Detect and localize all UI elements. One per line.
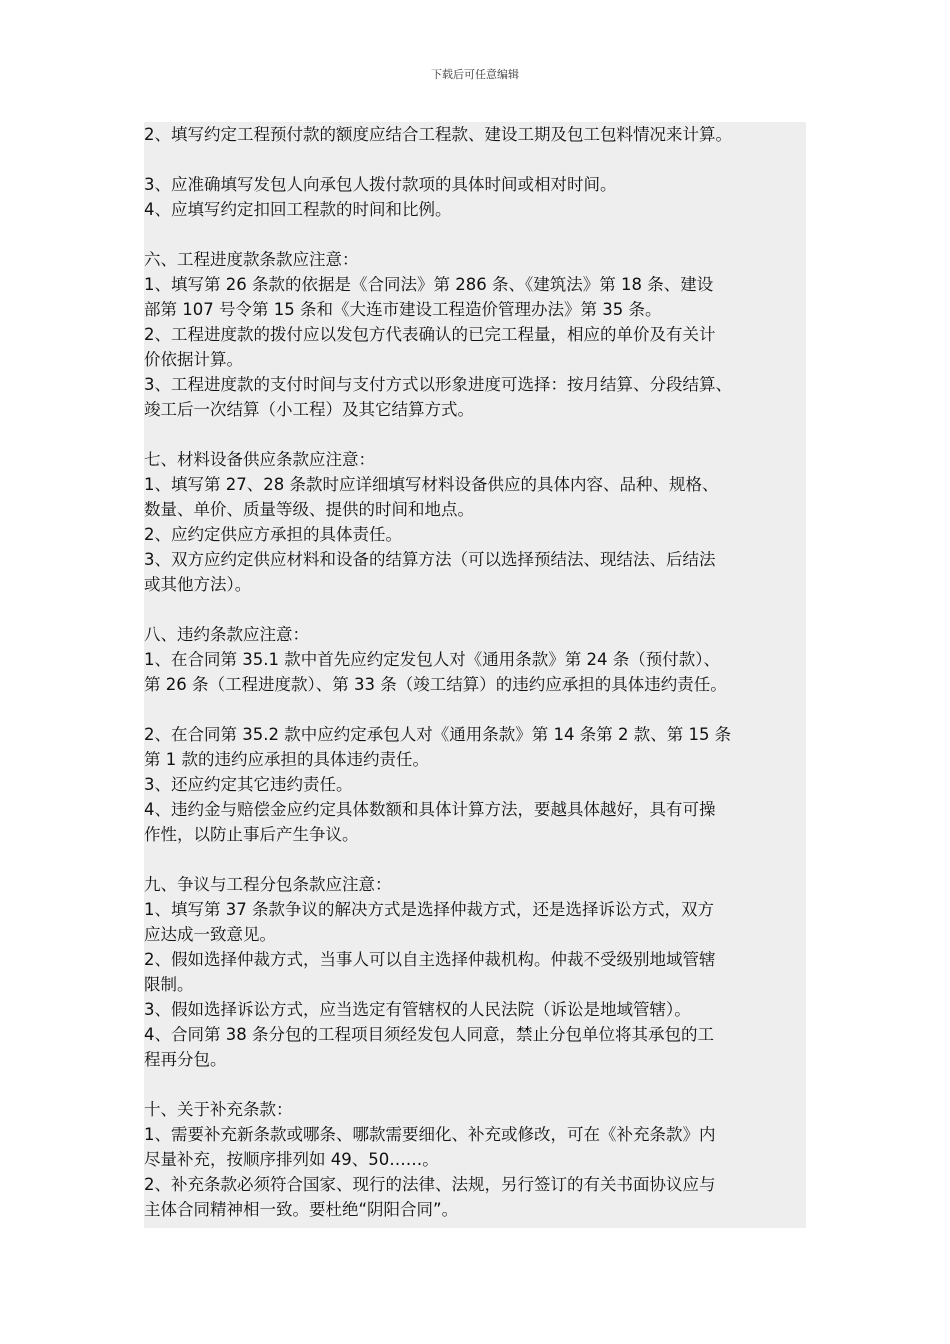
- text-line: 十、关于补充条款：: [144, 1100, 293, 1119]
- page-header: 下载后可任意编辑: [431, 68, 519, 81]
- text-line: 竣工后一次结算（小工程）及其它结算方式。: [144, 400, 474, 419]
- text-line: 限制。: [144, 975, 194, 994]
- text-line: 数量、单价、质量等级、提供的时间和地点。: [144, 500, 474, 519]
- text-line: 程再分包。: [144, 1050, 227, 1069]
- blank-line: [144, 147, 806, 172]
- text-line: 价依据计算。: [144, 350, 243, 369]
- text-line: 3、工程进度款的支付时间与支付方式以形象进度可选择：按月结算、分段结算、: [144, 375, 732, 394]
- text-line: 3、假如选择诉讼方式，应当选定有管辖权的人民法院（诉讼是地域管辖）。: [144, 1000, 691, 1019]
- blank-line: [144, 697, 806, 722]
- text-line: 作性，以防止事后产生争议。: [144, 825, 359, 844]
- text-line: 2、应约定供应方承担的具体责任。: [144, 525, 402, 544]
- text-line: 主体合同精神相一致。要杜绝“阴阳合同”。: [144, 1200, 459, 1219]
- document-body: [144, 122, 806, 1228]
- text-line: 2、填写约定工程预付款的额度应结合工程款、建设工期及包工包料情况来计算。: [144, 125, 732, 144]
- text-line: 3、双方应约定供应材料和设备的结算方法（可以选择预结法、现结法、后结法: [144, 550, 716, 569]
- text-line: 2、假如选择仲裁方式，当事人可以自主选择仲裁机构。仲裁不受级别地域管辖: [144, 950, 716, 969]
- text-line: 尽量补充，按顺序排列如 49、50……。: [144, 1150, 439, 1169]
- blank-line: [144, 1072, 806, 1097]
- text-line: 1、填写第 37 条款争议的解决方式是选择仲裁方式，还是选择诉讼方式，双方: [144, 900, 714, 919]
- text-line: 4、合同第 38 条分包的工程项目须经发包人同意，禁止分包单位将其承包的工: [144, 1025, 714, 1044]
- text-line: 2、工程进度款的拨付应以发包方代表确认的已完工程量，相应的单价及有关计: [144, 325, 716, 344]
- text-line: 九、争议与工程分包条款应注意：: [144, 875, 392, 894]
- text-line: 2、补充条款必须符合国家、现行的法律、法规，另行签订的有关书面协议应与: [144, 1175, 716, 1194]
- text-line: 1、需要补充新条款或哪条、哪款需要细化、补充或修改，可在《补充条款》内: [144, 1125, 716, 1144]
- text-line: 1、填写第 26 条款的依据是《合同法》第 286 条、《建筑法》第 18 条、建设: [144, 275, 714, 294]
- text-line: 4、应填写约定扣回工程款的时间和比例。: [144, 200, 452, 219]
- blank-line: [144, 222, 806, 247]
- text-line: 或其他方法）。: [144, 575, 252, 594]
- text-line: 七、材料设备供应条款应注意：: [144, 450, 375, 469]
- document-body-end: [144, 1222, 806, 1228]
- text-line: 2、在合同第 35.2 款中应约定承包人对《通用条款》第 14 条第 2 款、第 15 条: [144, 725, 732, 744]
- text-line: 部第 107 号令第 15 条和《大连市建设工程造价管理办法》第 35 条。: [144, 300, 662, 319]
- text-line: 1、在合同第 35.1 款中首先应约定发包人对《通用条款》第 24 条（预付款）、: [144, 650, 720, 669]
- text-line: 4、违约金与赔偿金应约定具体数额和具体计算方法，要越具体越好，具有可操: [144, 800, 716, 819]
- text-line: 第 1 款的违约应承担的具体违约责任。: [144, 750, 429, 769]
- text-line: 3、应准确填写发包人向承包人拨付款项的具体时间或相对时间。: [144, 175, 617, 194]
- blank-line: [144, 597, 806, 622]
- text-line: 第 26 条（工程进度款）、第 33 条（竣工结算）的违约应承担的具体违约责任。: [144, 675, 727, 694]
- text-line: 1、填写第 27、28 条款时应详细填写材料设备供应的具体内容、品种、规格、: [144, 475, 719, 494]
- blank-line: [144, 847, 806, 872]
- text-line: 应达成一致意见。: [144, 925, 276, 944]
- text-line: 六、工程进度款条款应注意：: [144, 250, 359, 269]
- text-line: 八、违约条款应注意：: [144, 625, 309, 644]
- blank-line: [144, 422, 806, 447]
- text-line: 3、还应约定其它违约责任。: [144, 775, 353, 794]
